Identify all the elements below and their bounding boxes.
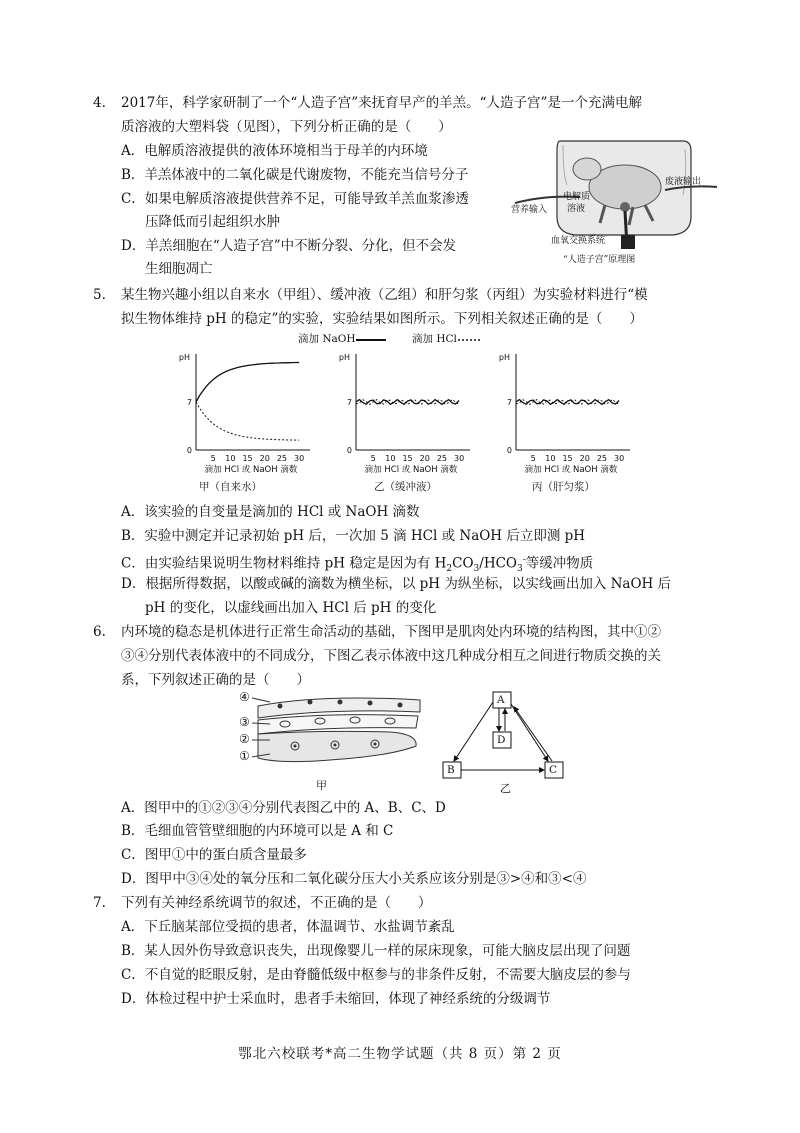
legend-naoh-label: 滴加 NaOH xyxy=(298,333,356,345)
label-3: ③ xyxy=(239,715,250,729)
label-4: ④ xyxy=(239,690,250,704)
tissue-cells-area xyxy=(258,731,416,761)
chart-0-tick-5: 5 xyxy=(210,454,216,463)
question-7-stem: 下列有关神经系统调节的叙述，不正确的是（ ） xyxy=(121,895,432,911)
question-5-stem-line2: 拟生物体维持 pH 的稳定”的实验，实验结果如图所示。下列相关叙述正确的是（ ） xyxy=(121,311,643,327)
question-7-option-a: A．下丘脑某部位受损的患者，体温调节、水盐调节紊乱 xyxy=(121,919,455,935)
legend-hcl-label: 滴加 HCl xyxy=(412,333,457,345)
artificial-womb-illustration xyxy=(505,135,720,270)
nutrient-input-label: 营养输入 xyxy=(511,205,548,215)
chart-2-tick-30: 30 xyxy=(614,454,625,463)
chart-0-y0-label: 0 xyxy=(186,446,192,455)
option-c-text-3: /HCO xyxy=(479,555,517,572)
chart-1-tick-25: 25 xyxy=(436,454,448,463)
question-5-option-d-line1: D．根据所得数据，以酸或碱的滴数为横坐标，以 pH 为纵坐标，以实线画出加入 NaOH 后 xyxy=(121,576,672,592)
lamb-head-shape xyxy=(573,158,601,180)
chart-0-tick-15: 15 xyxy=(242,454,253,463)
chart-0-ylabel: pH xyxy=(178,353,190,362)
ph-charts-svg xyxy=(170,348,640,498)
chart-1-ylabel: pH xyxy=(338,353,350,362)
chart-1-tick-10: 10 xyxy=(385,454,396,463)
electrolyte-label-2: 溶液 xyxy=(567,204,586,214)
label-1: ① xyxy=(239,749,250,763)
ph-charts-group xyxy=(170,348,640,498)
chart-1-tick-20: 20 xyxy=(419,454,430,463)
label-2: ② xyxy=(239,732,250,746)
arrow-a-to-b xyxy=(454,702,493,761)
chart-1-y0-label: 0 xyxy=(346,446,352,455)
chart-2-ylabel: pH xyxy=(498,353,510,362)
chart-0-tick-20: 20 xyxy=(259,454,270,463)
arrow-a-to-c xyxy=(511,704,548,761)
question-4-option-c-line1: C．如果电解质溶液提供营养不足，可能导致羊羔血浆渗透 xyxy=(121,191,469,207)
chart-2-tick-5: 5 xyxy=(530,454,536,463)
muscle-tissue-illustration xyxy=(240,690,430,770)
chart-2-series-naoh xyxy=(516,400,619,405)
chart-0-xlabel: 滴加 HCl 或 NaOH 滴数 xyxy=(204,465,298,475)
page-footer: 鄂北六校联考*高二生物学试题（共 8 页）第 2 页 xyxy=(238,1046,562,1062)
womb-figure-caption: “人造子宫”原理图 xyxy=(563,255,636,265)
chart-a-caption: 甲（自来水） xyxy=(199,481,262,493)
chart-b-caption: 乙（缓冲液） xyxy=(374,481,437,493)
exchange-diagram-svg xyxy=(440,690,580,790)
oxygen-exchange-device xyxy=(621,235,635,249)
chart-0-tick-30: 30 xyxy=(294,454,305,463)
chart-2-xlabel: 滴加 HCl 或 NaOH 滴数 xyxy=(524,465,618,475)
question-5-number: 5. xyxy=(93,287,106,303)
option-c-sub-1: 2 xyxy=(446,564,453,575)
legend-naoh-line xyxy=(356,338,386,342)
option-c-text-1: C．由实验结果说明生物材料维持 pH 稳定是因为有 H xyxy=(121,555,447,572)
chart-2-y7-label: 7 xyxy=(506,398,512,407)
question-4-option-a: A．电解质溶液提供的液体环境相当于母羊的内环境 xyxy=(121,143,428,159)
question-6-option-c: C．图甲①中的蛋白质含量最多 xyxy=(121,847,307,863)
oxygen-system-label: 血氧交换系统 xyxy=(551,236,606,246)
chart-0-tick-25: 25 xyxy=(276,454,288,463)
chart-0-tick-10: 10 xyxy=(225,454,236,463)
question-7-number: 7. xyxy=(93,895,106,911)
chart-2-tick-25: 25 xyxy=(596,454,608,463)
question-4-option-b: B．羊羔体液中的二氧化碳是代谢废物，不能充当信号分子 xyxy=(121,167,469,183)
node-b-label: B xyxy=(447,764,455,776)
question-5-option-d-line2: pH 的变化，以虚线画出加入 HCl 后 pH 的变化 xyxy=(145,600,437,616)
question-5-option-a: A．该实验的自变量是滴加的 HCl 或 NaOH 滴数 xyxy=(121,504,420,520)
question-4-option-c-line2: 压降低而引起组织水肿 xyxy=(145,214,280,230)
question-7-option-d: D．体检过程中护士采血时，患者手未缩回，体现了神经系统的分级调节 xyxy=(121,991,551,1007)
question-5-stem-line1: 某生物兴趣小组以自来水（甲组）、缓冲液（乙组）和肝匀浆（丙组）为实验材料进行“模 xyxy=(121,287,648,303)
question-6-option-b: B．毛细血管管壁细胞的内环境可以是 A 和 C xyxy=(121,823,394,839)
node-a-label: A xyxy=(497,694,505,706)
question-6-stem-line1: 内环境的稳态是机体进行正常生命活动的基础，下图甲是肌肉处内环境的结构图，其中①② xyxy=(121,624,661,640)
question-6-number: 6. xyxy=(93,624,106,640)
question-6-option-d: D．图甲中③④处的氧分压和二氧化碳分压大小关系应该分别是③>④和③<④ xyxy=(121,871,587,887)
electrolyte-label-1: 电解质 xyxy=(563,192,591,202)
chart-0-series-naoh xyxy=(196,363,299,403)
arrow-c-to-a xyxy=(514,707,552,761)
figure-jia-caption: 甲 xyxy=(316,779,327,792)
artificial-womb-figure xyxy=(505,135,720,270)
question-4-option-d-line2: 生细胞凋亡 xyxy=(145,261,213,277)
node-d-label: D xyxy=(497,734,506,746)
exchange-diagram xyxy=(440,690,580,790)
option-c-text-2: CO xyxy=(452,555,474,572)
question-4-number: 4. xyxy=(93,95,106,111)
chart-0-series-hcl xyxy=(196,402,299,440)
question-6-stem-line2: ③④分别代表体液中的不同成分，下图乙表示体液中这几种成分相互之间进行物质交换的关 xyxy=(121,648,661,664)
chart-2-y0-label: 0 xyxy=(506,446,512,455)
muscle-tissue-figure xyxy=(240,690,430,770)
option-c-text-4: 等缓冲物质 xyxy=(525,555,594,572)
question-4-option-d-line1: D．羊羔细胞在“人造子宫”中不断分裂、分化，但不会发 xyxy=(121,238,457,254)
chart-1-tick-30: 30 xyxy=(454,454,465,463)
question-6-stem-line3: 系，下列叙述正确的是（ ） xyxy=(121,672,310,688)
question-4-stem-line1: 2017年，科学家研制了一个“人造子宫”来抚育早产的羊羔。“人造子宫”是一个充满电解 xyxy=(121,95,642,111)
option-c-sup: - xyxy=(522,555,526,565)
node-c-label: C xyxy=(549,764,558,776)
chart-2-tick-20: 20 xyxy=(579,454,590,463)
option-c-sub-2: 3 xyxy=(473,564,480,575)
question-7-option-b: B．某人因外伤导致意识丧失，出现像婴儿一样的尿床现象，可能大脑皮层出现了问题 xyxy=(121,943,631,959)
figure-yi-caption: 乙 xyxy=(500,782,511,795)
chart-1-xlabel: 滴加 HCl 或 NaOH 滴数 xyxy=(364,465,458,475)
chart-0-y7-label: 7 xyxy=(186,398,192,407)
chart-1-tick-15: 15 xyxy=(402,454,413,463)
chart-1-y7-label: 7 xyxy=(346,398,352,407)
question-4-stem-line2: 质溶液的大塑料袋（见图），下列分析正确的是（ ） xyxy=(121,119,452,135)
waste-output-label: 废液输出 xyxy=(665,177,702,187)
question-6-option-a: A．图甲中的①②③④分别代表图乙中的 A、B、C、D xyxy=(121,800,446,816)
chart-1-series-naoh xyxy=(356,400,459,405)
chart-1-tick-5: 5 xyxy=(370,454,376,463)
question-7-option-c: C．不自觉的眨眼反射，是由脊髓低级中枢参与的非条件反射，不需要大脑皮层的参与 xyxy=(121,967,631,983)
chart-2-tick-15: 15 xyxy=(562,454,573,463)
chart-c-caption: 丙（肝匀浆） xyxy=(532,481,595,493)
question-5-option-b: B．实验中测定并记录初始 pH 后，一次加 5 滴 HCl 或 NaOH 后立即测 pH xyxy=(121,528,586,544)
chart-2-tick-10: 10 xyxy=(545,454,556,463)
legend-hcl-line xyxy=(458,338,480,342)
option-c-sub-3: 3 xyxy=(516,564,523,575)
